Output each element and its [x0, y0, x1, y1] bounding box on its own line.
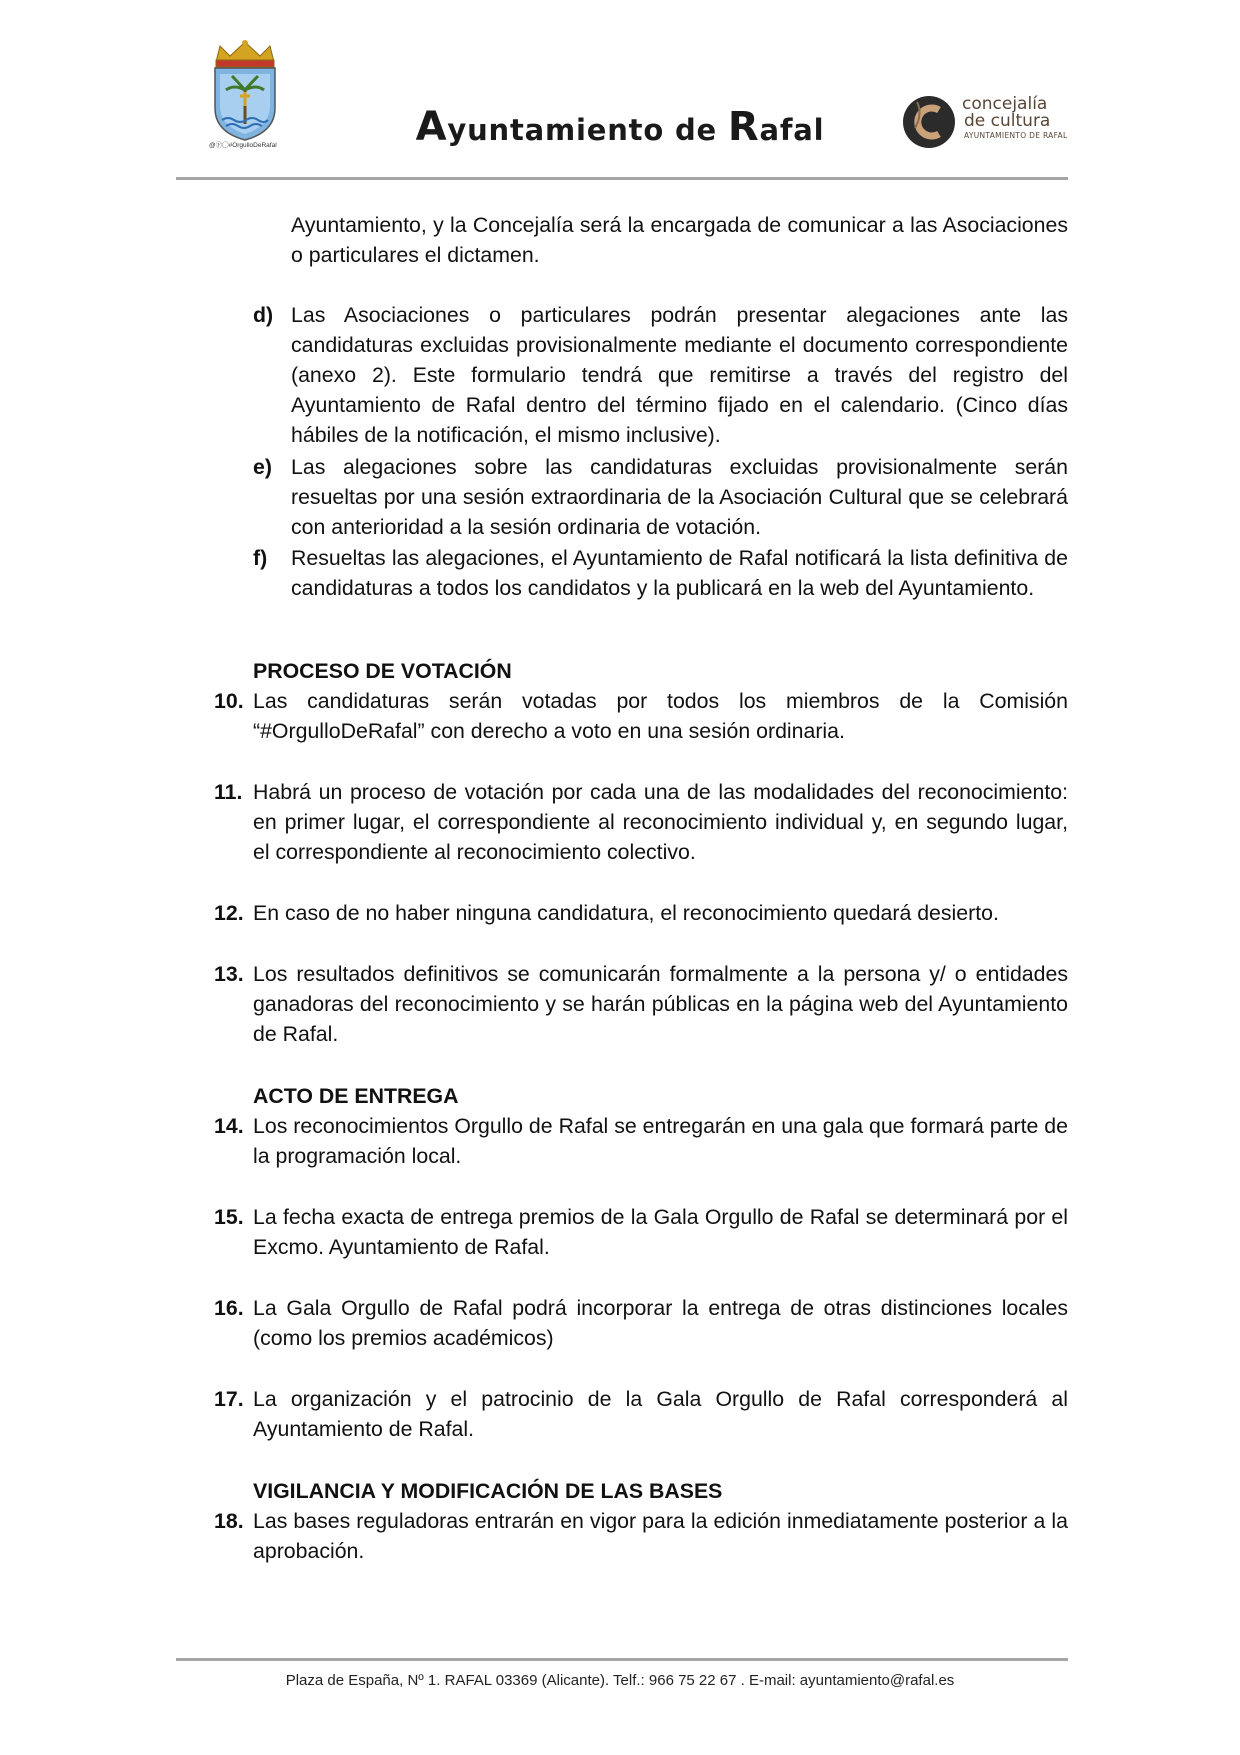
item-text-17: La organización y el patrocinio de la Gala Orgullo de Rafal corresponderá al Ayuntamiento de Rafal.	[253, 1387, 1068, 1441]
title-part-1: yuntamiento de	[447, 113, 728, 147]
footer-divider	[176, 1658, 1068, 1661]
title-initial-r: R	[727, 104, 760, 150]
item-text-d: Las Asociaciones o particulares podrán presentar alegaciones ante las candidaturas excluidas provisionalmente mediante el documento correspondiente (anexo 2). Este formulario tendrá que remitirse a través del registro del Ayuntamiento de Rafal dentro del término fijado en el calendario. (Cinco días hábiles de la notificación, el mismo inclusive).	[291, 303, 1068, 447]
item-text-15: La fecha exacta de entrega premios de la Gala Orgullo de Rafal se determinará por el Excmo. Ayuntamiento de Rafal.	[253, 1205, 1068, 1259]
header-divider	[176, 177, 1068, 180]
continuation-paragraph: Ayuntamiento, y la Concejalía será la encargada de comunicar a las Asociaciones o particulares el dictamen.	[291, 213, 1068, 267]
title-part-2: afal	[759, 113, 825, 147]
logo-line-2: de cultura	[964, 111, 1051, 131]
logo-subtitle: AYUNTAMIENTO DE RAFAL	[964, 131, 1068, 140]
section-heading-votacion: PROCESO DE VOTACIÓN	[253, 659, 512, 683]
item-text-10: Las candidaturas serán votadas por todos los miembros de la Comisión “#OrgulloDeRafal” con derecho a voto en una sesión ordinaria.	[253, 689, 1068, 743]
item-text-f: Resueltas las alegaciones, el Ayuntamiento de Rafal notificará la lista definitiva de candidaturas a todos los candidatos y la publicará en la web del Ayuntamiento.	[291, 546, 1068, 600]
item-text-e: Las alegaciones sobre las candidaturas excluidas provisionalmente serán resueltas por una sesión extraordinaria de la Asociación Cultural que se celebrará con anterioridad a la sesión ordinaria de votación.	[291, 455, 1068, 539]
section-heading-vigilancia: VIGILANCIA Y MODIFICACIÓN DE LAS BASES	[253, 1479, 723, 1503]
item-number-11: 11.	[214, 780, 243, 804]
item-number-14: 14.	[214, 1114, 244, 1138]
item-text-12: En caso de no haber ninguna candidatura, el reconocimiento quedará desierto.	[253, 901, 999, 925]
concejalia-cultura-text	[962, 96, 1067, 140]
item-text-16: La Gala Orgullo de Rafal podrá incorporar la entrega de otras distinciones locales (como los premios académicos)	[253, 1296, 1068, 1350]
item-marker-f: f)	[253, 546, 268, 570]
item-text-11: Habrá un proceso de votación por cada una de las modalidades del reconocimiento: en primer lugar, el correspondiente al reconocimiento individual y, en segundo lugar, el correspondiente al reconocimiento colectivo.	[253, 780, 1068, 864]
item-number-17: 17.	[214, 1387, 244, 1411]
title-initial-a: A	[415, 104, 448, 150]
logo-line-1: concejalía	[962, 94, 1048, 114]
footer-address: Plaza de España, Nº 1. RAFAL 03369 (Alicante). Telf.: 966 75 22 67 . E-mail: ayuntamiento@rafal.es	[285, 1672, 955, 1689]
item-number-16: 16.	[214, 1296, 244, 1320]
item-number-10: 10.	[214, 689, 244, 713]
crest-hashtag: @Ⓕ◯#OrgulloDeRafal	[209, 142, 277, 149]
item-text-13: Los resultados definitivos se comunicarán formalmente a la persona y/ o entidades ganadoras del reconocimiento y se harán públicas en la página web del Ayuntamiento de Rafal.	[253, 962, 1068, 1046]
item-text-18: Las bases reguladoras entrarán en vigor para la edición inmediatamente posterior a la aprobación.	[253, 1509, 1068, 1563]
item-number-18: 18.	[214, 1509, 244, 1533]
item-marker-d: d)	[253, 303, 274, 327]
item-number-13: 13.	[214, 962, 244, 986]
item-number-12: 12.	[214, 901, 244, 925]
item-text-14: Los reconocimientos Orgullo de Rafal se entregarán en una gala que formará parte de la programación local.	[253, 1114, 1068, 1168]
item-marker-e: e)	[253, 455, 272, 479]
item-number-15: 15.	[214, 1205, 244, 1229]
section-heading-entrega: ACTO DE ENTREGA	[253, 1084, 459, 1108]
